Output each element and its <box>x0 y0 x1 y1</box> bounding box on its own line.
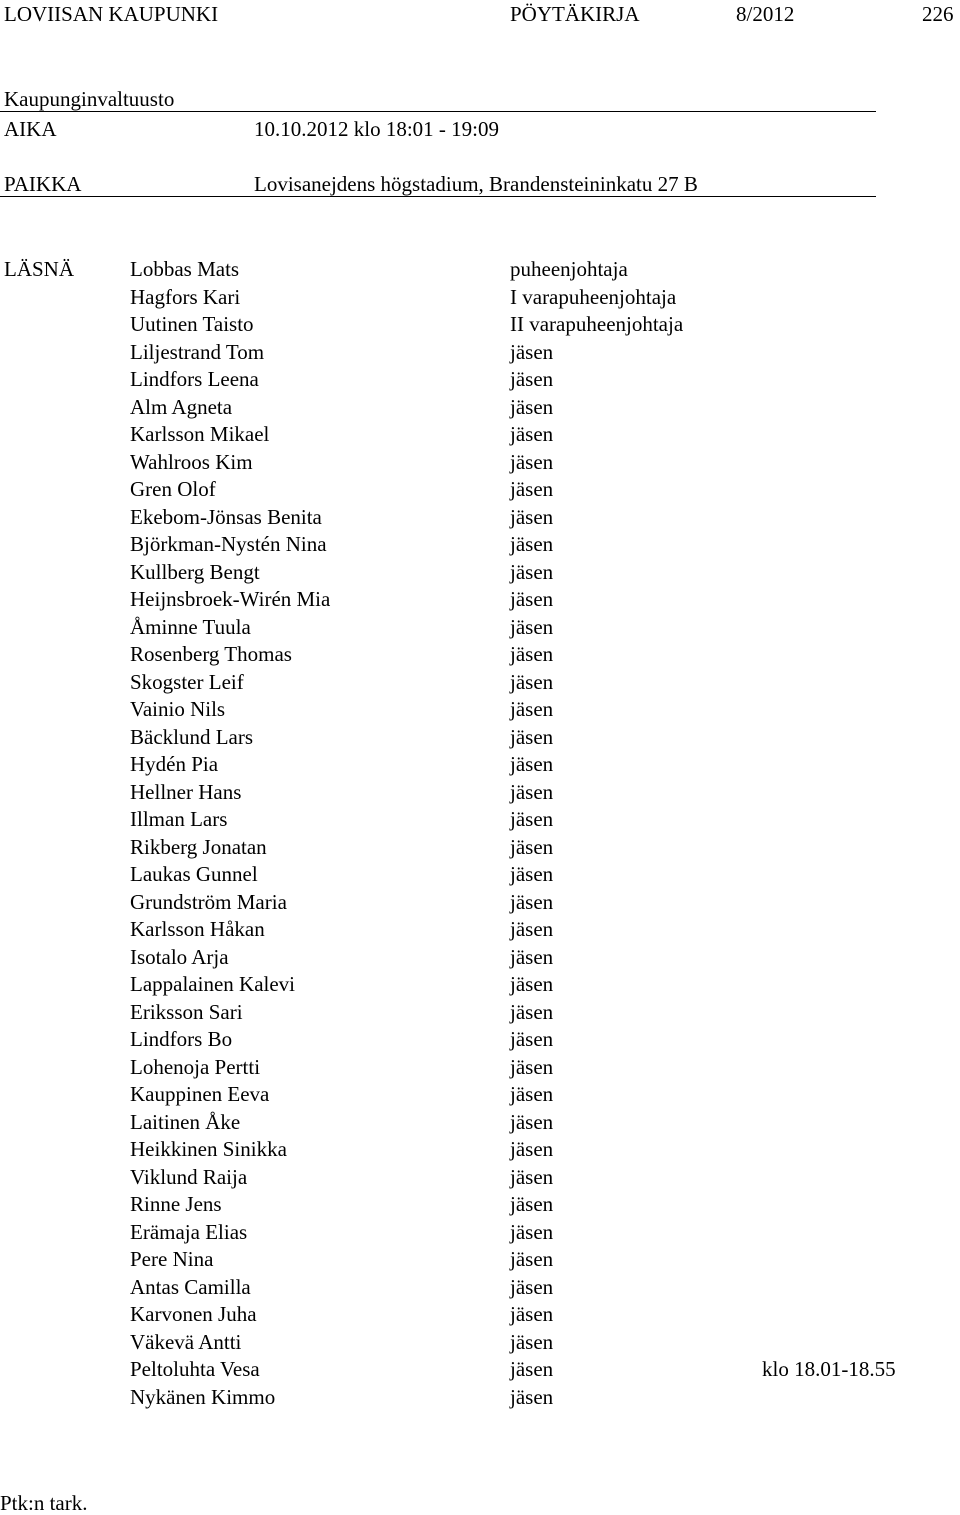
attendee-role: jäsen <box>510 889 554 914</box>
attendee-row <box>0 752 960 780</box>
attendee-name: Rosenberg Thomas <box>130 642 292 666</box>
attendee-name: Isotalo Arja <box>130 944 229 969</box>
attendee-name: Laukas Gunnel <box>130 862 258 886</box>
attendee-name: Antas Camilla <box>130 1274 251 1299</box>
attendee-name: Skogster Leif <box>130 669 244 694</box>
attendee-role: jäsen <box>510 1137 554 1161</box>
attendee-name: Lindfors Bo <box>130 1027 233 1051</box>
attendee-role: jäsen <box>510 1192 554 1216</box>
attendee-name: Karvonen Juha <box>130 1302 257 1326</box>
attendee-name: Gren Olof <box>130 477 216 501</box>
attendee-name: Eriksson Sari <box>130 999 243 1024</box>
attendee-role: jäsen <box>510 1164 554 1189</box>
attendee-role: jäsen <box>510 1384 554 1409</box>
attendee-row <box>0 257 960 285</box>
attendee-role: jäsen <box>510 532 554 556</box>
attendee-name: Heijnsbroek-Wirén Mia <box>130 587 331 611</box>
attendee-row <box>0 1137 960 1165</box>
attendee-role: jäsen <box>510 559 554 584</box>
attendee-role: jäsen <box>510 367 554 391</box>
attendee-role: jäsen <box>510 1357 554 1381</box>
attendee-row <box>0 1082 960 1110</box>
attendee-name: Kullberg Bengt <box>130 559 260 584</box>
attendee-row <box>0 395 960 423</box>
attendance-label: LÄSNÄ <box>4 257 75 281</box>
attendee-row <box>0 972 960 1000</box>
attendee-name: Lobbas Mats <box>130 257 240 281</box>
attendee-role: jäsen <box>510 999 554 1024</box>
attendee-row <box>0 422 960 450</box>
attendee-name: Viklund Raija <box>130 1164 248 1189</box>
attendee-role: jäsen <box>510 504 554 529</box>
attendee-name: Åminne Tuula <box>130 614 251 639</box>
attendee-note: klo 18.01-18.55 <box>762 1357 896 1381</box>
attendee-name: Pere Nina <box>130 1247 214 1271</box>
attendee-row <box>0 945 960 973</box>
attendee-name: Björkman-Nystén Nina <box>130 532 327 556</box>
attendee-role: puheenjohtaja <box>510 257 628 281</box>
attendee-role: jäsen <box>510 834 554 859</box>
attendee-row <box>0 1357 960 1385</box>
attendee-role: jäsen <box>510 339 554 364</box>
attendee-name: Heikkinen Sinikka <box>130 1137 287 1161</box>
attendee-role: jäsen <box>510 614 554 639</box>
attendee-name: Ekebom-Jönsas Benita <box>130 504 322 529</box>
divider <box>0 196 876 197</box>
document-type: PÖYTÄKIRJA <box>510 2 640 26</box>
attendee-name: Väkevä Antti <box>130 1329 242 1354</box>
attendee-role: jäsen <box>510 642 554 666</box>
attendee-role: jäsen <box>510 422 554 446</box>
attendee-name: Hellner Hans <box>130 779 242 804</box>
continued-note: Ptk:n tark. <box>0 1491 88 1515</box>
attendee-row <box>0 1330 960 1358</box>
attendee-role: jäsen <box>510 779 554 804</box>
attendee-name: Alm Agneta <box>130 394 233 419</box>
attendee-name: Hydén Pia <box>130 752 219 776</box>
attendee-row <box>0 587 960 615</box>
attendee-role: jäsen <box>510 1274 554 1299</box>
attendee-row <box>0 505 960 533</box>
attendee-row <box>0 560 960 588</box>
attendee-name: Bäcklund Lars <box>130 724 254 749</box>
attendee-row <box>0 697 960 725</box>
attendee-name: Wahlroos Kim <box>130 449 253 474</box>
attendee-row <box>0 780 960 808</box>
time-label: AIKA <box>4 117 57 141</box>
place-label: PAIKKA <box>4 172 82 196</box>
attendee-role: jäsen <box>510 394 554 419</box>
attendee-role: jäsen <box>510 1082 554 1106</box>
attendee-name: Karlsson Håkan <box>130 917 265 941</box>
attendee-row <box>0 1055 960 1083</box>
attendee-row <box>0 890 960 918</box>
attendee-role: jäsen <box>510 807 554 831</box>
attendee-row <box>0 917 960 945</box>
attendee-row <box>0 1385 960 1413</box>
attendee-role: jäsen <box>510 449 554 474</box>
attendee-row <box>0 670 960 698</box>
attendee-name: Illman Lars <box>130 807 228 831</box>
attendee-row <box>0 615 960 643</box>
attendee-row <box>0 340 960 368</box>
attendee-role: jäsen <box>510 669 554 694</box>
attendee-row <box>0 725 960 753</box>
attendee-role: jäsen <box>510 944 554 969</box>
attendee-name: Lohenoja Pertti <box>130 1054 261 1079</box>
attendee-name: Lindfors Leena <box>130 367 259 391</box>
attendee-name: Rinne Jens <box>130 1192 222 1216</box>
attendee-role: jäsen <box>510 862 554 886</box>
attendee-row <box>0 285 960 313</box>
attendee-role: jäsen <box>510 972 554 996</box>
attendee-row <box>0 642 960 670</box>
attendee-role: II varapuheenjohtaja <box>510 312 684 336</box>
attendee-row <box>0 312 960 340</box>
attendee-name: Laitinen Åke <box>130 1109 241 1134</box>
attendee-row <box>0 1165 960 1193</box>
attendee-name: Hagfors Kari <box>130 284 241 309</box>
attendee-row <box>0 367 960 395</box>
attendee-role: jäsen <box>510 752 554 776</box>
attendee-role: jäsen <box>510 1109 554 1134</box>
attendee-row <box>0 1192 960 1220</box>
attendee-name: Uutinen Taisto <box>130 312 254 336</box>
attendee-row <box>0 532 960 560</box>
attendee-name: Vainio Nils <box>130 697 226 721</box>
attendee-row <box>0 1110 960 1138</box>
attendee-name: Grundström Maria <box>130 889 287 914</box>
attendee-role: I varapuheenjohtaja <box>510 284 677 309</box>
attendee-role: jäsen <box>510 1219 554 1244</box>
attendee-name: Rikberg Jonatan <box>130 834 267 859</box>
attendee-row <box>0 807 960 835</box>
attendee-role: jäsen <box>510 1247 554 1271</box>
attendee-row <box>0 450 960 478</box>
attendee-row <box>0 1247 960 1275</box>
attendee-name: Nykänen Kimmo <box>130 1384 276 1409</box>
attendee-row <box>0 1000 960 1028</box>
attendee-role: jäsen <box>510 724 554 749</box>
attendee-role: jäsen <box>510 477 554 501</box>
meeting-body: Kaupunginvaltuusto <box>4 87 175 111</box>
attendee-role: jäsen <box>510 1302 554 1326</box>
attendee-name: Liljestrand Tom <box>130 339 265 364</box>
attendee-name: Peltoluhta Vesa <box>130 1357 260 1381</box>
attendee-name: Erämaja Elias <box>130 1219 248 1244</box>
time-value: 10.10.2012 klo 18:01 - 19:09 <box>254 117 499 141</box>
attendee-name: Karlsson Mikael <box>130 422 270 446</box>
attendee-row <box>0 835 960 863</box>
attendee-role: jäsen <box>510 1027 554 1051</box>
attendee-name: Lappalainen Kalevi <box>130 972 296 996</box>
page-number: 226 <box>922 2 954 26</box>
attendee-row <box>0 862 960 890</box>
place-value: Lovisanejdens högstadium, Brandensteininkatu 27 B <box>254 172 698 196</box>
attendee-row <box>0 1275 960 1303</box>
attendee-role: jäsen <box>510 1054 554 1079</box>
attendee-row <box>0 1220 960 1248</box>
attendee-role: jäsen <box>510 917 554 941</box>
attendee-role: jäsen <box>510 697 554 721</box>
attendee-role: jäsen <box>510 1329 554 1354</box>
document-number: 8/2012 <box>736 2 795 26</box>
divider <box>0 111 876 112</box>
attendee-name: Kauppinen Eeva <box>130 1082 270 1106</box>
attendee-row <box>0 1302 960 1330</box>
attendee-row <box>0 1027 960 1055</box>
city-name: LOVIISAN KAUPUNKI <box>4 2 219 26</box>
attendee-row <box>0 477 960 505</box>
attendee-role: jäsen <box>510 587 554 611</box>
